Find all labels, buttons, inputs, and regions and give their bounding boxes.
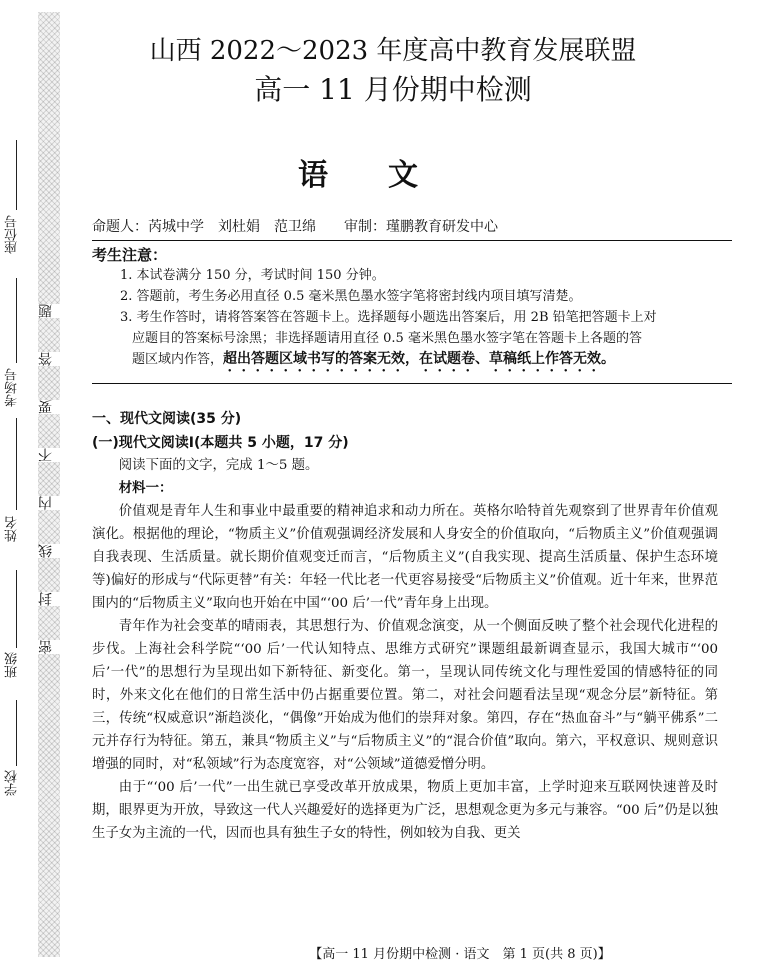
class-line xyxy=(16,570,17,648)
class-label: 班级 xyxy=(5,652,20,678)
seat-number-line xyxy=(16,140,17,210)
notice-item: 2. 答题前，考生务必用直径 0.5 毫米黑色墨水签字笔将密封线内项目填写清楚。 xyxy=(120,289,582,304)
seal-char: 题 xyxy=(38,304,60,318)
exam-subtitle: 高一 11 月份期中检测 xyxy=(254,73,532,106)
seal-char: 密 xyxy=(38,640,60,654)
instruction: 阅读下面的文字，完成 1～5 题。 xyxy=(118,458,319,473)
name-line xyxy=(16,418,17,510)
notice-item-text: 应题目的答案标号涂黑；非选择题请用直径 0.5 毫米黑色墨水签字笔在答题卡上各题的答 xyxy=(132,331,642,346)
notice-item: 1. 本试卷满分 150 分，考试时间 150 分钟。 xyxy=(120,268,385,283)
school-line xyxy=(16,700,17,766)
notice-item-text: 题区域内作答， xyxy=(132,352,224,367)
seal-char: 要 xyxy=(38,400,60,414)
page-footer: 【高一 11 月份期中检测 · 语文 第 1 页(共 8 页)】 xyxy=(309,947,611,962)
notice-title: 考生注意： xyxy=(92,246,168,264)
exam-notice xyxy=(92,240,732,384)
subsection-heading: (一)现代文阅读Ⅰ(本题共 5 小题，17 分) xyxy=(92,435,349,451)
name-label: 姓名 xyxy=(5,516,20,542)
section-heading: 一、现代文阅读(35 分) xyxy=(92,411,242,427)
seal-char: 线 xyxy=(38,544,60,558)
seal-char: 内 xyxy=(38,496,60,510)
seal-char: 不 xyxy=(38,448,60,462)
school-label: 学校 xyxy=(5,770,20,796)
exam-room-line xyxy=(16,278,17,363)
material-label: 材料一： xyxy=(118,481,173,496)
reading-passage xyxy=(92,454,718,845)
notice-item-text xyxy=(132,349,732,375)
exam-title: 山西 2022～2023 年度高中教育发展联盟 xyxy=(149,36,637,66)
seal-char: 答 xyxy=(38,352,60,366)
seat-number-label: 座位号 xyxy=(5,215,20,254)
notice-emphasis: 超出答题区域书写的答案无效，在试题卷、草稿纸上作答无效。 xyxy=(223,351,616,367)
exam-room-label: 考场号 xyxy=(5,368,20,407)
divider xyxy=(92,383,732,384)
seal-line-strip xyxy=(38,12,60,957)
seal-char: 封 xyxy=(38,592,60,606)
seal-sidebar xyxy=(0,0,90,969)
authors-line: 命题人：芮城中学 刘杜娟 范卫绵 审制：瑾鹏教育研发中心 xyxy=(92,219,498,235)
paragraph: 青年作为社会变革的晴雨表，其思想行为、价值观念演变，从一个侧面反映了整个社会现代化进程的步伐。上海社会科学院“‘00 后’一代认知特点、思维方式研究”课题组最新调查显示，我国大城市“‘00 后’一代”的思想行为呈现出如下新特征、新变化。第一，呈现认同传统文化与理性爱国的情感特征的同时，外来文化在他们的日常生活中仍占据重要位置。第二，对社会问题看法呈现“观念分层”新特征。第三，传统“权威意识”渐趋淡化，“偶像”开始成为他们的崇拜对象。第四，存在“热血奋斗”与“躺平佛系”二元并存行为特征。第五，兼具“物质主义”与“后物质主义”的“混合价值”取向。第六，平权意识、规则意识增强的同时，对“私领域”行为态度宽容，对“公领域”道德爱憎分明。 xyxy=(92,619,718,772)
paragraph: 价值观是青年人生和事业中最重要的精神追求和动力所在。英格尔哈特首先观察到了世界青年价值观演化。根据他的理论，“物质主义”价值观强调经济发展和人身安全的价值取向，“后物质主义”价值观强调自我表现、生活质量。就长期价值观变迁而言，“后物质主义”(自我实现、提高生活质量、保护生态环境等)偏好的形成与“代际更替”有关：年轻一代比老一代更容易接受“后物质主义”价值观。近十年来，世界范围内的“后物质主义”取向也开始在中国“‘00 后’一代”青年身上出现。 xyxy=(92,504,718,611)
notice-item-text: 3. 考生作答时，请将答案答在答题卡上。选择题每小题选出答案后，用 2B 铅笔把答题卡上对 xyxy=(120,310,657,325)
subject-title: 语文 xyxy=(298,158,478,193)
paragraph: 由于“‘00 后’一代”一出生就已享受改革开放成果，物质上更加丰富，上学时迎来互联网快速普及时期，眼界更为开放，导致这一代人兴趣爱好的选择更为广泛，思想观念更为多元与兼容。“00 后”仍是以独生子女为主流的一代，因而也具有独生子女的特性，例如较为自我、更关 xyxy=(92,780,718,841)
notice-item xyxy=(120,307,732,375)
